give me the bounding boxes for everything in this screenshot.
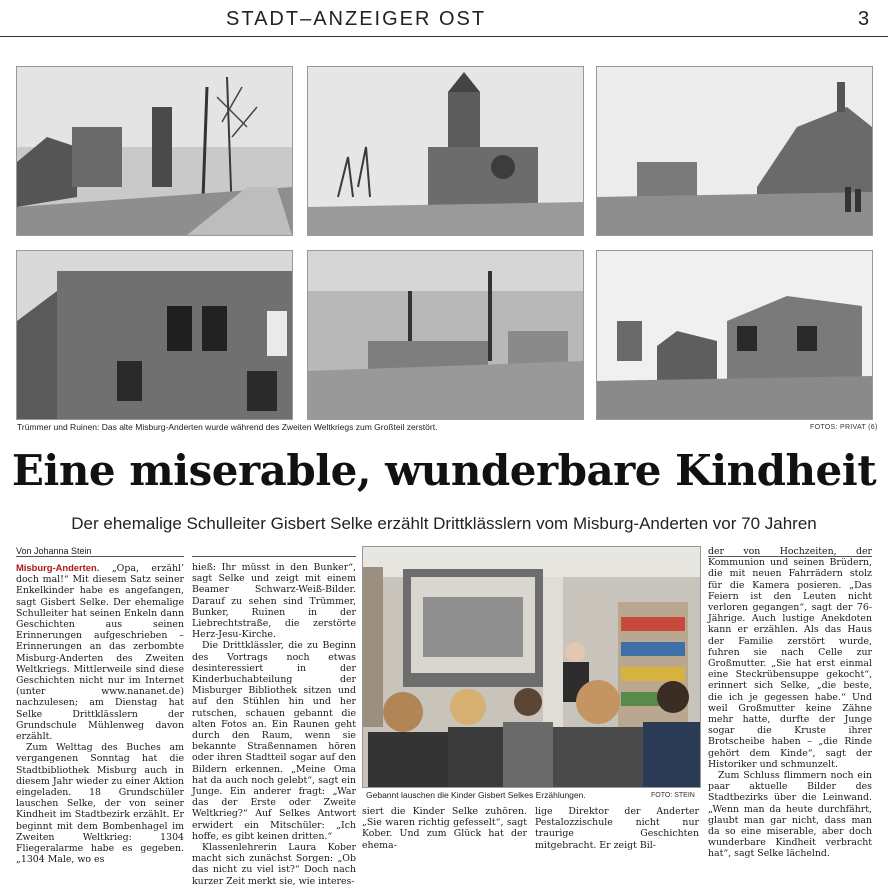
column-rule (16, 556, 184, 557)
article-paragraph: Klassenlehrerin Laura Kober macht sich zunächst Sorgen: „Ob das nicht zu viel ist?“ Doch nach kurzer Zeit merkt sie, wie interes- (192, 842, 356, 887)
article-paragraph: hieß: Ihr müsst in den Bunker“, sagt Selke und zeigt mit einem Beamer Schwarz-Weiß-Bilder. Darauf zu sehen sind Trümmer, Bunker, Ruinen in der Liebrechtstraße, die zerstörte Herz-Jesu-Kirche. (192, 562, 356, 641)
newspaper-title: STADT–ANZEIGER OST (226, 8, 487, 30)
article-column-4 (535, 806, 699, 851)
photo-credit: FOTO: STEIN (651, 792, 695, 799)
photo-ruined-church (307, 66, 584, 236)
photo-ruined-street (16, 66, 293, 236)
article-paragraph: lige Direktor der Anderter Pestalozzischule nicht nur traurige Geschichten mitgebracht. Er zeigt Bil- (535, 806, 699, 851)
photo-damaged-houses (596, 250, 873, 420)
article-dateline: Misburg-Anderten. (16, 562, 100, 573)
article-column-5 (708, 546, 872, 860)
article-paragraph: siert die Kinder Selke zuhören. „Sie waren richtig gefesselt“, sagt Kober. Und zum Glück hat der ehema- (362, 806, 527, 851)
article-paragraph: Zum Welttag des Buches am vergangenen Sonntag hat die Stadtbibliothek Misburg auch in diesem Jahr wieder zu einer Aktion eingeladen. 18 Grundschüler lauschen Selke, der von seiner Kindheit im Stadtbezirk erzählt. Er beginnt mit dem Bombenhagel im Zweiten Weltkrieg: 1304 Fliegeralarme habe es gegeben. „1304 Male, wo es (16, 742, 184, 866)
photos-credit: FOTOS: PRIVAT (6) (810, 424, 878, 431)
photo-aerial-ruins (307, 250, 584, 420)
article-column-2 (192, 562, 356, 887)
article-paragraph: der von Hochzeiten, der Kommunion und seinen Brüdern, die mit neuen Fahrrädern stolz für die Kamera posieren. „Das Feiern ist den Leuten nicht verloren gegangen“, sagt der 76-Jährige. Auch lustige Anekdoten kann er erzählen. Als das Haus der Familie zerstört wurde, fuhren sie nach Celle zur Großmutter. „Sie hat erst einmal eine Steckrübensuppe gekocht“, erinnert sich Selke, „die beste, die ich je gegessen habe.“ Und weil Großmutter keine Zähne mehr hatte, durfte der Junge sogar die Kruste ihrer Brotscheibe haben – „die Rinde gehört dem Kinde“, sagt der Historiker und schmunzelt. (708, 546, 872, 770)
article-paragraph: Zum Schluss flimmern noch ein paar aktuelle Bilder des Stadtbezirks über die Leinwand. „Wenn man da heute durchfährt, glaubt man gar nicht, dass man da so eine miserable, aber doch wunderbare Kindheit verbracht hat“, sagt Selke lächelnd. (708, 770, 872, 860)
photo-caption: Gebannt lauschen die Kinder Gisbert Selkes Erzählungen. (366, 790, 586, 800)
column-rule (192, 556, 356, 557)
masthead (0, 0, 888, 40)
article-column-3 (362, 806, 527, 851)
article-column-1 (16, 562, 184, 865)
photo-ruined-buildings (596, 66, 873, 236)
article-paragraph: Die Drittklässler, die zu Beginn des Vortrags noch etwas desinteressiert in der Kinderbuchabteilung der Misburger Bibliothek sitzen und auf den Stühlen hin und her rutschen, schauen gebannt die alten Fotos an. Ein Raunen geht durch den Raum, wenn sie bekannte Straßennamen hören oder ihren Stadtteil sogar auf den Bildern erkennen. „Meine Oma hat da auch noch gelebt“, sagt ein Junge. Ein anderer fragt: „War das der Erste oder Zweite Weltkrieg?“ Auf Selkes Antwort erwidert ein Mitschüler: „Ich hoffe, es gibt keinen dritten.“ (192, 640, 356, 842)
photo-brick-ruin (16, 250, 293, 420)
subheadline: Der ehemalige Schulleiter Gisbert Selke erzählt Drittklässlern vom Misburg-Anderten vor 70 Jahren (71, 514, 817, 533)
article-paragraph: „Opa, erzähl’ doch mal!“ Mit diesem Satz seiner Enkelkinder habe es angefangen, sagt Gisbert Selke. Der ehemalige Schulleiter hat seinen Enkeln dann Geschichten aus seinen Erinnerungen aufgeschrieben – Erinnerungen an das zerbombte Misburg-Anderten des Zweiten Weltkriegs. Mittlerweile sind diese Geschichten nicht nur im Internet (unter www.nananet.de) nachzulesen; am Dienstag hat Selke Drittklässlern der Grundschule Mühlenweg davon erzählt. (16, 563, 184, 743)
photos-caption: Trümmer und Ruinen: Das alte Misburg-Anderten wurde während des Zweiten Weltkriegs zum Großteil zerstört. (17, 422, 438, 432)
headline: Eine miserable, wunderbare Kindheit (11, 446, 877, 495)
photo-library-presentation (362, 546, 701, 788)
byline: Von Johanna Stein (16, 546, 92, 556)
page-number: 3 (858, 8, 870, 30)
masthead-rule (0, 36, 888, 37)
